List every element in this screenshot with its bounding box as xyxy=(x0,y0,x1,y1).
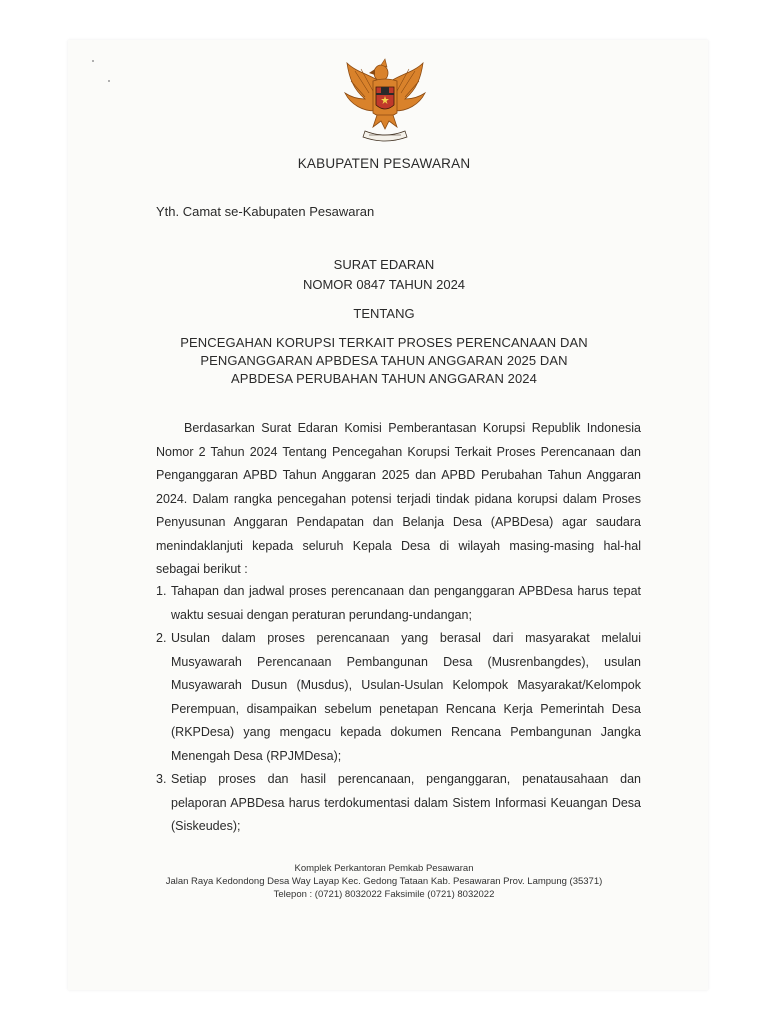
footer-address: Jalan Raya Kedondong Desa Way Layap Kec. Gedong Tataan Kab. Pesawaran Prov. Lampung (35371) xyxy=(165,876,603,887)
letter-heading xyxy=(0,255,768,295)
letter-number: NOMOR 0847 TAHUN 2024 xyxy=(302,277,466,292)
list-item xyxy=(156,580,641,627)
letter-subject xyxy=(0,334,768,388)
letter-type: SURAT EDARAN xyxy=(333,257,435,272)
list-item-number: 2. xyxy=(156,631,167,645)
subject-line: PENGANGGARAN APBDESA TAHUN ANGGARAN 2025 DAN xyxy=(200,353,568,368)
instruction-list xyxy=(156,580,641,839)
scan-speck xyxy=(92,60,94,62)
list-item xyxy=(156,627,641,768)
garuda-emblem-icon xyxy=(335,55,435,143)
subject-line: PENCEGAHAN KORUPSI TERKAIT PROSES PERENCANAAN DAN xyxy=(180,335,588,350)
footer-office: Komplek Perkantoran Pemkab Pesawaran xyxy=(294,863,474,874)
regency-name: KABUPATEN PESAWARAN xyxy=(297,156,471,171)
letterhead-footer xyxy=(0,862,768,901)
list-item-text: Setiap proses dan hasil perencanaan, penganggaran, penatausahaan dan pelaporan APBDesa harus terdokumentasi dalam Sistem Informasi Keuangan Desa (Siskeudes); xyxy=(171,772,641,833)
list-item-text: Usulan dalam proses perencanaan yang berasal dari masyarakat melalui Musyawarah Perencanaan Pembangunan Desa (Musrenbangdes), usulan Musyawarah Dusun (Musdus), Usulan-Usulan Kelompok Masyarakat/Kelompok Perempuan, disampaikan sebelum penetapan Rencana Kerja Pemerintah Desa (RKPDesa) yang mengacu kepada dokumen Rencana Pembangunan Jangka Menengah Desa (RPJMDesa); xyxy=(171,631,641,763)
list-item-text: Tahapan dan jadwal proses perencanaan dan penganggaran APBDesa harus tepat waktu sesuai dengan peraturan perundang-undangan; xyxy=(171,584,641,622)
about-label: TENTANG xyxy=(353,306,415,321)
footer-phone: Telepon : (0721) 8032022 Faksimile (0721) 8032022 xyxy=(273,889,495,900)
list-item-number: 3. xyxy=(156,772,167,786)
addressee-line: Yth. Camat se-Kabupaten Pesawaran xyxy=(156,204,375,219)
list-item-number: 1. xyxy=(156,584,167,598)
subject-line: APBDESA PERUBAHAN TAHUN ANGGARAN 2024 xyxy=(231,371,537,386)
scan-speck xyxy=(108,80,110,82)
intro-paragraph: Berdasarkan Surat Edaran Komisi Pemberantasan Korupsi Republik Indonesia Nomor 2 Tahun 2024 Tentang Pencegahan Korupsi Terkait Proses Perencanaan dan Penganggaran APBD Tahun Anggaran 2025 dan APBD Perubahan Tahun Anggaran 2024. Dalam rangka pencegahan potensi terjadi tindak pidana korupsi dalam Proses Penyusunan Anggaran Pendapatan dan Belanja Desa (APBDesa) agar saudara menindaklanjuti kepada seluruh Kepala Desa di wilayah masing-masing hal-hal sebagai berikut : xyxy=(156,421,641,576)
list-item xyxy=(156,768,641,839)
